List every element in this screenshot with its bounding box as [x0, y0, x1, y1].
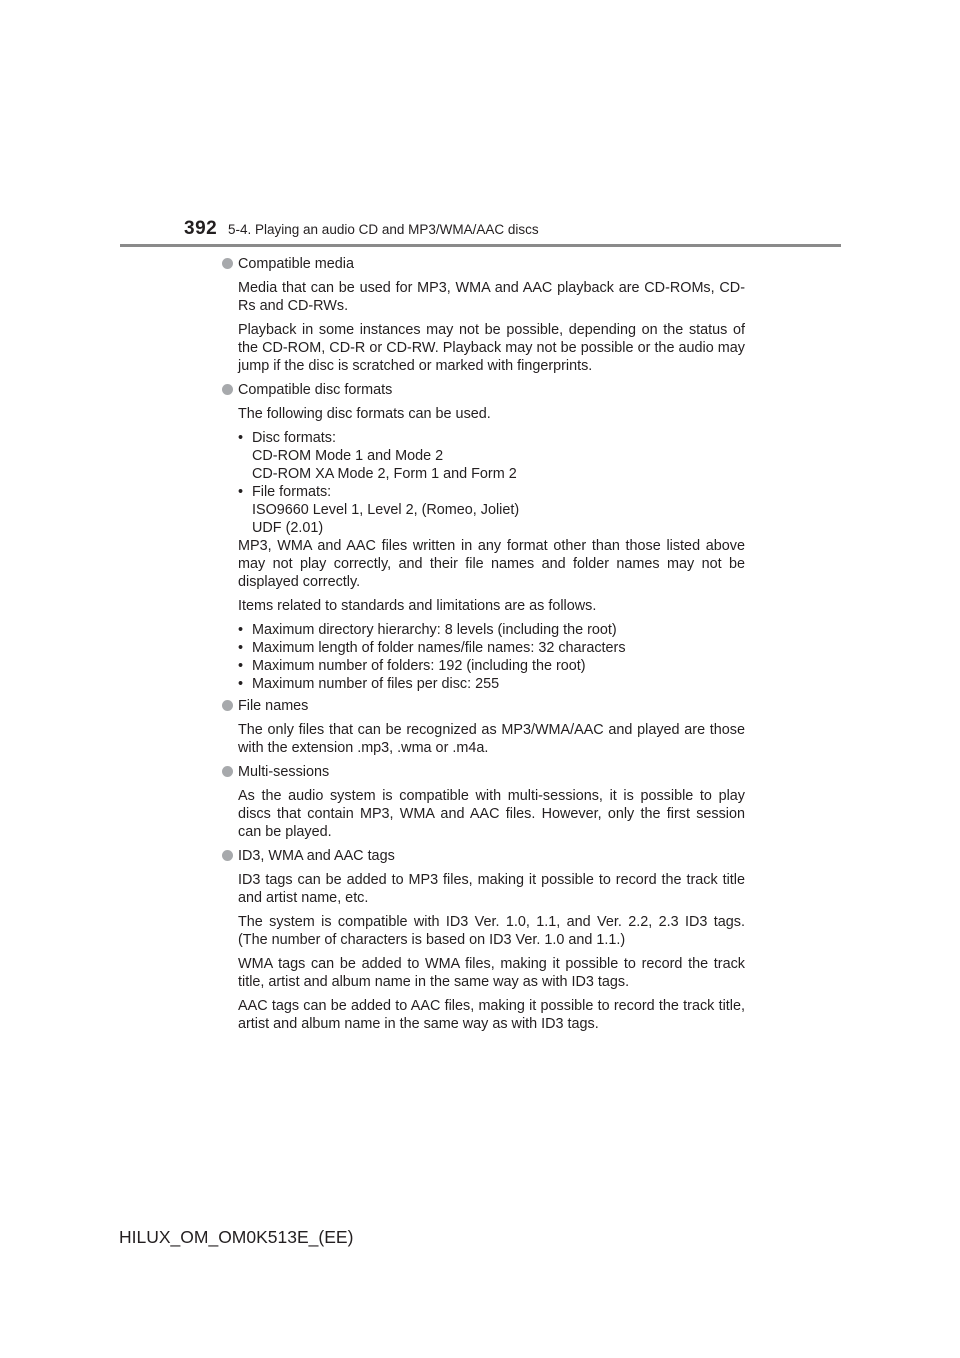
paragraph: The system is compatible with ID3 Ver. 1.0, 1.1, and Ver. 2.2, 2.3 ID3 tags. (The number of characters is based on ID3 Ver. 1.0 and 1.1.) — [238, 914, 745, 948]
header-divider — [120, 244, 841, 247]
heading-text: File names — [238, 698, 309, 714]
paragraph: AAC tags can be added to AAC files, making it possible to record the track title, artist and album name in the same way as with ID3 tags. — [238, 998, 745, 1032]
bullet-circle-icon — [222, 766, 233, 777]
paragraph: As the audio system is compatible with multi-sessions, it is possible to play discs that contain MP3, WMA and AAC files. However, only the first session can be played. — [238, 788, 745, 840]
list-item: • Maximum number of files per disc: 255 — [238, 675, 745, 693]
bullet-circle-icon — [222, 258, 233, 269]
list-item: • Disc formats: — [238, 429, 745, 447]
heading-text: Multi-sessions — [238, 764, 330, 780]
bullet-circle-icon — [222, 700, 233, 711]
heading-text: Compatible media — [238, 256, 354, 272]
paragraph: The only files that can be recognized as MP3/WMA/AAC and played are those with the extension .mp3, .wma or .m4a. — [238, 722, 745, 756]
heading-text: Compatible disc formats — [238, 382, 393, 398]
section-heading-compatible-media — [222, 255, 745, 273]
list-subline: CD-ROM XA Mode 2, Form 1 and Form 2 — [252, 466, 517, 482]
list-item: • Maximum directory hierarchy: 8 levels (including the root) — [238, 621, 745, 639]
list-subline: CD-ROM Mode 1 and Mode 2 — [252, 448, 444, 464]
list-item: • File formats: — [238, 483, 745, 501]
format-list — [238, 429, 745, 537]
page-body — [222, 255, 745, 1037]
bullet-circle-icon — [222, 850, 233, 861]
document-code: HILUX_OM_OM0K513E_(EE) — [119, 1227, 354, 1247]
paragraph: ID3 tags can be added to MP3 files, making it possible to record the track title and artist name, etc. — [238, 872, 745, 906]
section-title: 5-4. Playing an audio CD and MP3/WMA/AAC discs — [228, 222, 539, 237]
paragraph: WMA tags can be added to WMA files, making it possible to record the track title, artist and album name in the same way as with ID3 tags. — [238, 956, 745, 990]
section-heading-multi-sessions — [222, 763, 745, 781]
heading-text: ID3, WMA and AAC tags — [238, 848, 395, 864]
paragraph: Playback in some instances may not be possible, depending on the status of the CD-ROM, CD-R or CD-RW. Playback may not be possible or the audio may jump if the disc is scratched or marked with fingerprints. — [238, 322, 745, 374]
section-heading-compatible-disc-formats — [222, 381, 745, 399]
paragraph: The following disc formats can be used. — [238, 406, 491, 422]
list-subline: ISO9660 Level 1, Level 2, (Romeo, Joliet) — [252, 502, 520, 518]
list-subline: UDF (2.01) — [252, 520, 324, 536]
limits-list — [238, 621, 745, 693]
list-item: • Maximum length of folder names/file names: 32 characters — [238, 639, 745, 657]
section-heading-tags — [222, 847, 745, 865]
paragraph: Media that can be used for MP3, WMA and AAC playback are CD-ROMs, CD-Rs and CD-RWs. — [238, 280, 745, 314]
list-item: • Maximum number of folders: 192 (including the root) — [238, 657, 745, 675]
bullet-circle-icon — [222, 384, 233, 395]
paragraph: MP3, WMA and AAC files written in any format other than those listed above may not play correctly, and their file names and folder names may not be displayed correctly. — [238, 538, 745, 590]
paragraph: Items related to standards and limitations are as follows. — [238, 598, 597, 614]
page-number: 392 — [184, 218, 218, 239]
section-heading-file-names — [222, 697, 745, 715]
